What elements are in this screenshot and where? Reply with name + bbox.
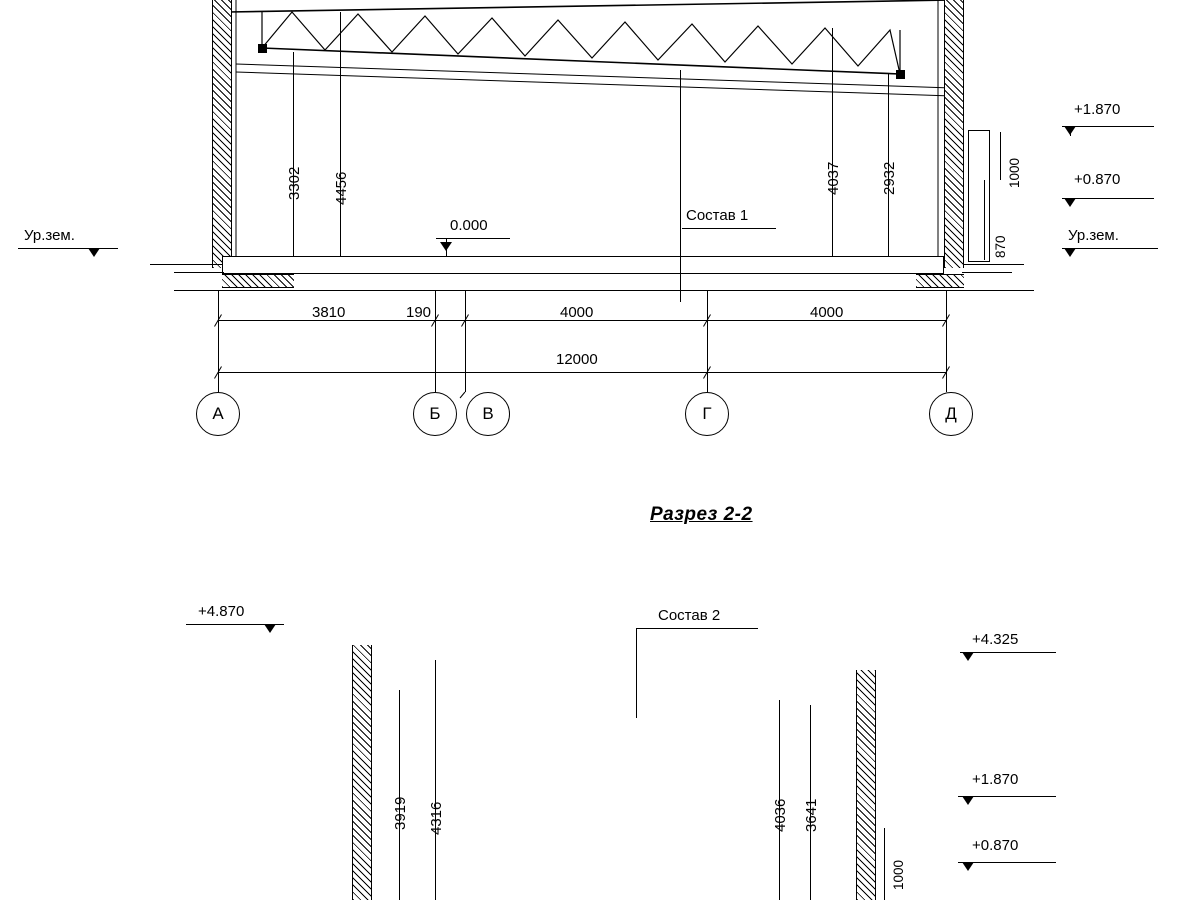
- dim-label-3641: 3641: [803, 798, 820, 832]
- dim-label-4000-b: 4000: [810, 304, 844, 321]
- dim-label-3302: 3302: [286, 166, 303, 200]
- dim-label-1000: 1000: [1007, 157, 1022, 188]
- dim-label-12000: 12000: [556, 351, 598, 368]
- total-dim-line: [218, 372, 946, 373]
- dim-line-3919: [399, 690, 400, 900]
- dim-label-4036: 4036: [772, 798, 789, 832]
- level-arrow-0000: [440, 242, 452, 251]
- floor-slab-section-1: [222, 256, 944, 274]
- level-arrow-4870: [264, 624, 276, 633]
- level-arrow-4325: [962, 652, 974, 661]
- ground-mark-line-right: [1062, 248, 1158, 249]
- dim-line-1000: [1000, 132, 1001, 180]
- section-2-title: Разрез 2-2: [650, 504, 753, 525]
- axis-ext-b: [435, 290, 436, 392]
- dim-line-4456: [340, 12, 341, 256]
- section-2-drawing: [0, 560, 1200, 900]
- dim-label-2932: 2932: [881, 161, 898, 195]
- axis-bubble-v[interactable]: В: [466, 392, 510, 436]
- axis-ext-g: [707, 290, 708, 392]
- level-label-1870: +1.870: [1074, 101, 1121, 118]
- dim-line-870: [984, 180, 985, 260]
- ground-line-right: [964, 264, 1024, 265]
- composition-2-leader: [636, 628, 637, 718]
- base-line-3-section-1: [962, 272, 1012, 273]
- level-label-0870: +0.870: [1074, 171, 1121, 188]
- level-label-4325: +4.325: [972, 631, 1019, 648]
- dim-label-4316: 4316: [428, 801, 445, 835]
- foundation-right: [916, 274, 964, 288]
- composition-1-label: Состав 1: [686, 207, 749, 224]
- ground-mark-line-left: [18, 248, 118, 249]
- level-label-4870: +4.870: [198, 603, 245, 620]
- level-arrow-0870: [1064, 198, 1076, 207]
- composition-1-leader: [680, 70, 681, 302]
- dim-label-4000-a: 4000: [560, 304, 594, 321]
- dim-label-1000-section-2: 1000: [891, 859, 906, 890]
- dim-label-4456: 4456: [333, 171, 350, 205]
- base-line-section-1: [174, 290, 1034, 291]
- dim-line-4037: [832, 28, 833, 256]
- level-label-0000: 0.000: [450, 217, 488, 234]
- level-label-0870-s2: +0.870: [972, 837, 1019, 854]
- axis-ext-a: [218, 290, 219, 392]
- section-2-linework: [0, 560, 1200, 900]
- axis-bubble-a[interactable]: А: [196, 392, 240, 436]
- dim-line-1000-section-2: [884, 828, 885, 900]
- left-wall-section-2: [352, 645, 372, 900]
- right-wall-section-2: [856, 670, 876, 900]
- ground-label-right: Ур.зем.: [1068, 227, 1119, 244]
- dim-label-190: 190: [406, 304, 432, 321]
- ground-line-left: [150, 264, 222, 265]
- composition-2-underline: [636, 628, 758, 629]
- dim-line-3302: [293, 52, 294, 256]
- level-arrow-0870-s2: [962, 862, 974, 871]
- dim-line-4316: [435, 660, 436, 900]
- right-wall-section-1: [944, 0, 964, 268]
- right-pocket-section-1: [968, 130, 990, 262]
- level-line-4325: [960, 652, 1056, 653]
- composition-2-label: Состав 2: [658, 607, 721, 624]
- base-line-2-section-1: [174, 272, 224, 273]
- dim-label-3919: 3919: [392, 796, 409, 830]
- composition-1-underline: [682, 228, 776, 229]
- foundation-left: [222, 274, 294, 288]
- axis-bubble-g[interactable]: Г: [685, 392, 729, 436]
- level-arrow-1870: [1064, 126, 1076, 135]
- dim-label-870: 870: [993, 235, 1008, 258]
- ground-label-left: Ур.зем.: [24, 227, 75, 244]
- dim-label-3810: 3810: [312, 304, 346, 321]
- left-wall-section-1: [212, 0, 232, 268]
- ground-arrow-right: [1064, 248, 1076, 257]
- axis-bubble-b[interactable]: Б: [413, 392, 457, 436]
- axis-ext-v: [465, 290, 466, 392]
- axis-ext-d: [946, 290, 947, 392]
- ground-arrow-left: [88, 248, 100, 257]
- axis-bubble-d[interactable]: Д: [929, 392, 973, 436]
- level-line-0000: [436, 238, 510, 239]
- dim-label-4037: 4037: [825, 161, 842, 195]
- level-label-1870-s2: +1.870: [972, 771, 1019, 788]
- level-arrow-1870-s2: [962, 796, 974, 805]
